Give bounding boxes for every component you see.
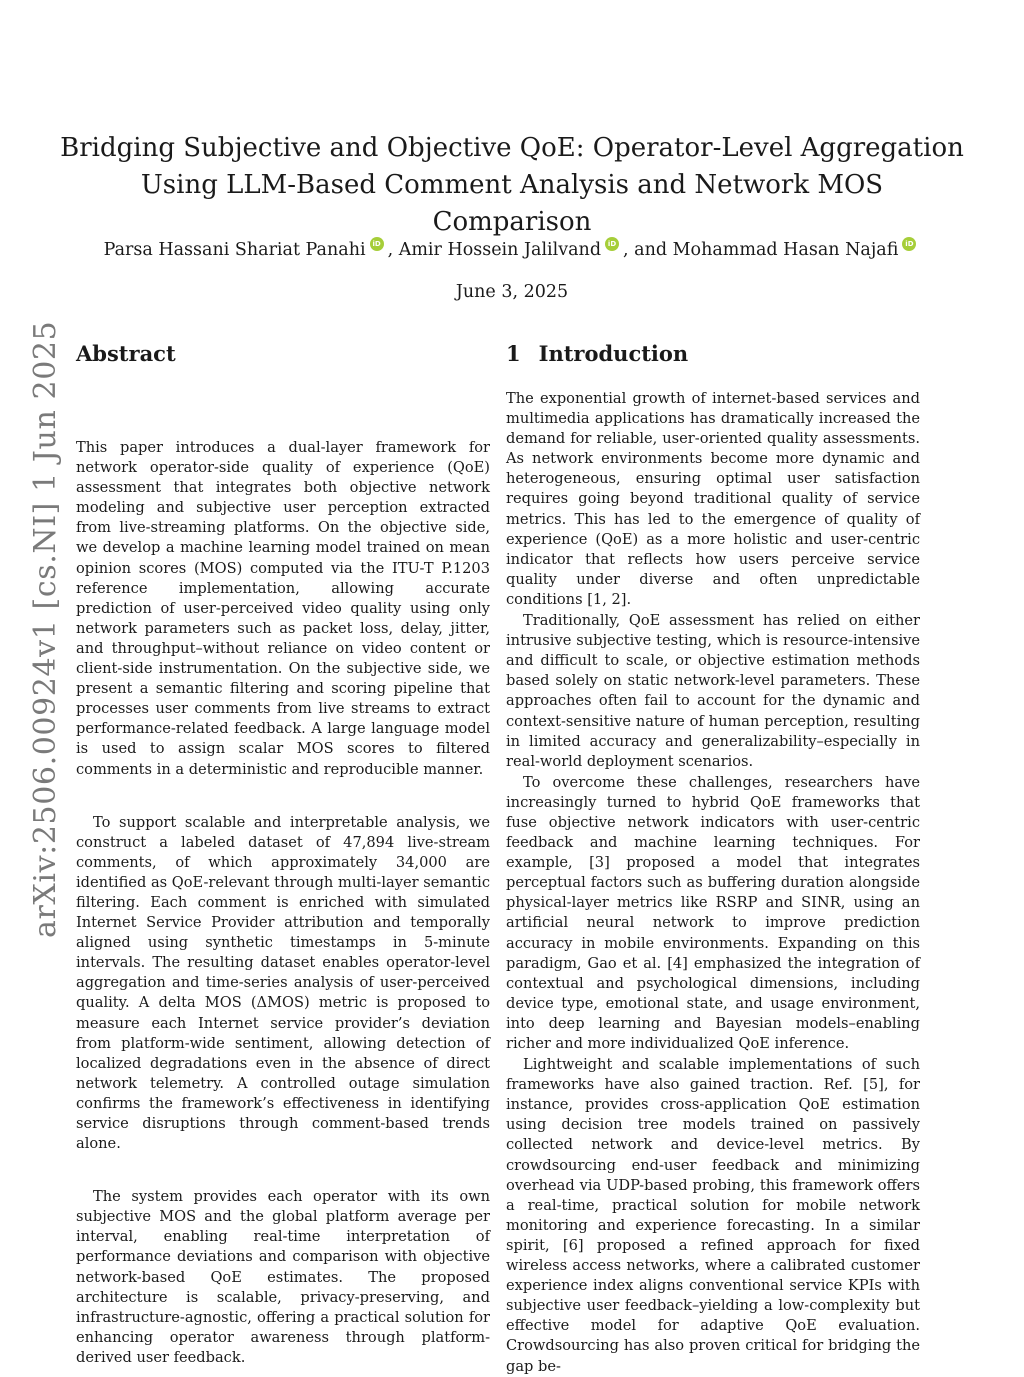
orcid-icon[interactable] [902, 237, 916, 251]
introduction-column [506, 340, 920, 1377]
abstract-paragraph: To support scalable and interpretable analysis, we construct a labeled dataset of 47,894 live-stream comments, of which approximately 34,000 are identified as QoE-relevant through multi-layer semantic filtering. Each comment is enriched with simulated Internet Service Provider attribution and temporally aligned using synthetic timestamps in 5-minute intervals. The resulting dataset enables operator-level aggregation and time-series analysis of user-perceived quality. A delta MOS (ΔMOS) metric is proposed to measure each Internet service provider’s deviation from platform-wide sentiment, allowing detection of localized degradations even in the absence of direct network telemetry. A controlled outage simulation confirms the framework’s effectiveness in identifying service disruptions through comment-based trends alone. [76, 813, 490, 1153]
introduction-heading [506, 340, 920, 368]
abstract-heading: Abstract [76, 341, 176, 366]
orcid-icon[interactable] [605, 237, 619, 251]
introduction-paragraph: The exponential growth of internet-based services and multimedia applications has dramatically increased the demand for reliable, user-oriented quality assessments. As network environments become more dynamic and heterogeneous, ensuring optimal user satisfaction requires going beyond traditional quality of service metrics. This has led to the emergence of quality of experience (QoE) as a more holistic and user-centric indicator that reflects how users perceive service quality under diverse and often unpredictable conditions [1, 2]. [506, 390, 920, 608]
introduction-paragraph: To overcome these challenges, researchers have increasingly turned to hybrid QoE frameworks that fuse objective network indicators with user-centric feedback and machine learning techniques. For example, [3] proposed a model that integrates perceptual factors such as buffering duration alongside physical-layer metrics like RSRP and SINR, using an artificial neural network to improve prediction accuracy in mobile environments. Expanding on this paradigm, Gao et al. [4] emphasized the integration of contextual and psychological dimensions, including device type, emotional state, and usage environment, into deep learning and Bayesian models–enabling richer and more individualized QoE inference. [506, 773, 920, 1052]
section-title: Introduction [538, 341, 689, 366]
paper-date: June 3, 2025 [455, 282, 569, 302]
title-line-1: Bridging Subjective and Objective QoE: Operator-Level Aggregation [60, 133, 964, 163]
title-line-2: Using LLM-Based Comment Analysis and Network MOS Comparison [140, 170, 884, 237]
abstract-paragraph: The system provides each operator with its own subjective MOS and the global platform average per interval, enabling real-time interpretation of performance deviations and comparison with objective network-based QoE estimates. The proposed architecture is scalable, privacy-preserving, and infrastructure-agnostic, offering a practical solution for enhancing operator awareness through platform-derived user feedback. [76, 1188, 490, 1366]
section-number: 1 [506, 341, 521, 366]
author-list [60, 237, 964, 262]
orcid-icon[interactable] [370, 237, 384, 251]
introduction-paragraph: Traditionally, QoE assessment has relied on either intrusive subjective testing, which is resource-intensive and difficult to scale, or objective estimation methods based solely on static network-level parameters. These approaches often fail to account for the dynamic and context-sensitive nature of human perception, resulting in limited accuracy and generalizability–especially in real-world deployment scenarios. [506, 612, 920, 770]
abstract-paragraph: This paper introduces a dual-layer framework for network operator-side quality of experience (QoE) assessment that integrates both objective network modeling and subjective user perception extracted from live-streaming platforms. On the objective side, we develop a machine learning model trained on mean opinion scores (MOS) computed via the ITU-T P.1203 reference implementation, allowing accurate prediction of user-perceived video quality using only network parameters such as packet loss, delay, jitter, and throughput–without reliance on video content or client-side instrumentation. On the subjective side, we present a semantic filtering and scoring pipeline that processes user comments from live streams to extract performance-related feedback. A large language model is used to assign scalar MOS scores to filtered comments in a deterministic and reproducible manner. [76, 439, 490, 778]
author-name: , and Mohammad Hasan Najafi [623, 240, 899, 260]
author-name: Parsa Hassani Shariat Panahi [103, 240, 366, 260]
arxiv-side-label: arXiv:2506.00924v1 [cs.NI] 1 Jun 2025 [28, 320, 63, 938]
author-name: , Amir Hossein Jalilvand [387, 240, 602, 260]
paper-title [60, 130, 964, 241]
introduction-paragraph: Lightweight and scalable implementations of such frameworks have also gained traction. Ref. [5], for instance, provides cross-application QoE estimation using decision tree models trained on passively collected network and device-level metrics. By crowdsourcing end-user feedback and minimizing overhead via UDP-based probing, this framework offers a real-time, practical solution for mobile network monitoring and experience forecasting. In a similar spirit, [6] proposed a refined approach for fixed wireless access networks, where a calibrated customer experience index aligns conventional service KPIs with subjective user feedback–yielding a low-complexity but effective model for adaptive QoE evaluation. Crowdsourcing has also proven critical for bridging the gap be- [506, 1056, 920, 1375]
abstract-column [76, 340, 490, 1368]
